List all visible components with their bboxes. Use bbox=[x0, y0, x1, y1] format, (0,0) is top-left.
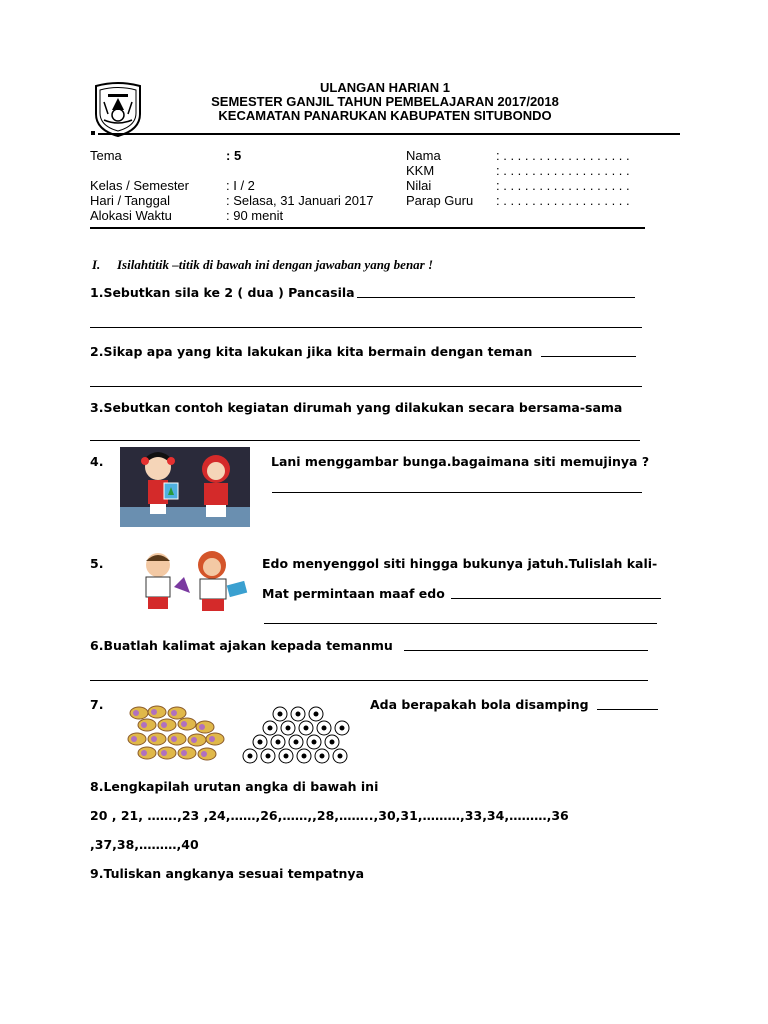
number-sequence-1: 20 , 21, …….,23 ,24,……,26,……,,28,……..,30,31,………,33,34,………,36 bbox=[90, 808, 569, 823]
header-divider bbox=[98, 133, 680, 135]
header-semester: SEMESTER GANJIL TAHUN PEMBELAJARAN 2017/2018 bbox=[211, 94, 559, 109]
colored-balls-illustration bbox=[127, 703, 227, 765]
girls-drawing-illustration bbox=[120, 447, 250, 527]
hari-label: Hari / Tanggal bbox=[90, 193, 170, 208]
section-instruction: Isilahtitik –titik di bawah ini dengan jawaban yang benar ! bbox=[117, 257, 434, 272]
children-bumping-illustration bbox=[124, 547, 254, 622]
answer-line-3[interactable] bbox=[90, 427, 640, 441]
question-6: 6.Buatlah kalimat ajakan kepada temanmu bbox=[90, 638, 393, 653]
answer-line-6a[interactable] bbox=[404, 636, 648, 651]
nilai-label: Nilai bbox=[406, 178, 432, 193]
nama-field[interactable]: : . . . . . . . . . . . . . . . . . . bbox=[496, 148, 630, 163]
answer-line-1b[interactable] bbox=[90, 313, 642, 328]
answer-line-2a[interactable] bbox=[541, 342, 636, 357]
emblem-dot bbox=[91, 131, 95, 135]
section-number: I. bbox=[92, 257, 101, 272]
answer-line-5b[interactable] bbox=[264, 611, 657, 624]
question-3: 3.Sebutkan contoh kegiatan dirumah yang dilakukan secara bersama-sama bbox=[90, 400, 623, 415]
nilai-field[interactable]: : . . . . . . . . . . . . . . . . . . bbox=[496, 178, 630, 193]
soccer-balls-illustration bbox=[240, 706, 355, 766]
alokasi-value: : 90 menit bbox=[226, 208, 284, 223]
kkm-label: KKM bbox=[406, 163, 435, 178]
answer-line-1a[interactable] bbox=[357, 283, 635, 298]
kelas-value: : I / 2 bbox=[226, 178, 255, 193]
question-5-number: 5. bbox=[90, 556, 104, 571]
question-4-number: 4. bbox=[90, 454, 104, 469]
answer-line-4[interactable] bbox=[272, 480, 642, 493]
kkm-field[interactable]: : . . . . . . . . . . . . . . . . . . bbox=[496, 163, 630, 178]
question-5-line-1: Edo menyenggol siti hingga bukunya jatuh.Tulislah kali- bbox=[262, 556, 658, 571]
question-7-number: 7. bbox=[90, 697, 104, 712]
answer-line-2b[interactable] bbox=[90, 372, 642, 387]
nama-label: Nama bbox=[406, 148, 441, 163]
answer-line-6b[interactable] bbox=[90, 666, 648, 681]
info-divider bbox=[90, 227, 645, 229]
answer-line-7[interactable] bbox=[597, 695, 658, 710]
number-sequence-2: ,37,38,………,40 bbox=[90, 837, 199, 852]
question-2: 2.Sikap apa yang kita lakukan jika kita bermain dengan teman bbox=[90, 344, 533, 359]
question-4: Lani menggambar bunga.bagaimana siti memujinya ? bbox=[271, 454, 650, 469]
hari-value: : Selasa, 31 Januari 2017 bbox=[226, 193, 374, 208]
parap-guru-field[interactable]: : . . . . . . . . . . . . . . . . . . bbox=[496, 193, 630, 208]
question-5-line-2: Mat permintaan maaf edo bbox=[262, 586, 445, 601]
kelas-label: Kelas / Semester bbox=[90, 178, 189, 193]
header-location: KECAMATAN PANARUKAN KABUPATEN SITUBONDO bbox=[218, 108, 552, 123]
question-1: 1.Sebutkan sila ke 2 ( dua ) Pancasila bbox=[90, 285, 355, 300]
answer-line-5a[interactable] bbox=[451, 584, 661, 599]
alokasi-label: Alokasi Waktu bbox=[90, 208, 172, 223]
question-7: Ada berapakah bola disamping bbox=[370, 697, 589, 712]
question-8: 8.Lengkapilah urutan angka di bawah ini bbox=[90, 779, 379, 794]
parap-guru-label: Parap Guru bbox=[406, 193, 474, 208]
tema-label: Tema bbox=[90, 148, 122, 163]
header-title: ULANGAN HARIAN 1 bbox=[320, 80, 450, 95]
tema-value: : 5 bbox=[226, 148, 242, 163]
question-9: 9.Tuliskan angkanya sesuai tempatnya bbox=[90, 866, 365, 881]
